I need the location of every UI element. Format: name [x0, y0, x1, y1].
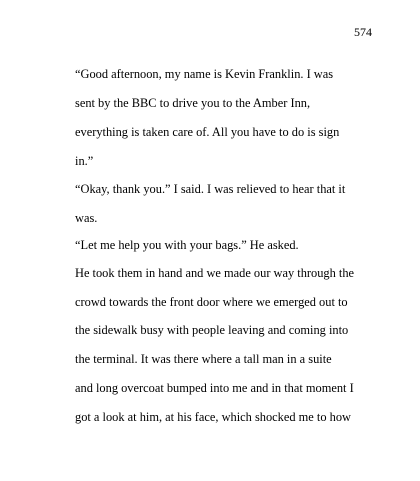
text-line: “Let me help you with your bags.” He asked. — [75, 238, 299, 252]
text-line: and long overcoat bumped into me and in that moment I — [75, 381, 354, 395]
text-line: He took them in hand and we made our way through the — [75, 266, 355, 280]
page-number: 574 — [354, 25, 372, 39]
text-line: the terminal. It was there where a tall man in a suite — [75, 352, 332, 366]
text-line: was. — [75, 211, 98, 225]
text-line: got a look at him, at his face, which shocked me to how — [75, 410, 351, 424]
text-line: the sidewalk busy with people leaving and coming into — [75, 323, 349, 337]
text-line: sent by the BBC to drive you to the Amber Inn, — [75, 96, 311, 110]
text-line: “Okay, thank you.” I said. I was relieved to hear that it — [75, 182, 346, 196]
text-line: crowd towards the front door where we emerged out to — [75, 295, 348, 309]
text-line: in.” — [75, 154, 94, 168]
text-line: “Good afternoon, my name is Kevin Franklin. I was — [75, 67, 334, 81]
text-line: everything is taken care of. All you have to do is sign — [75, 125, 340, 139]
